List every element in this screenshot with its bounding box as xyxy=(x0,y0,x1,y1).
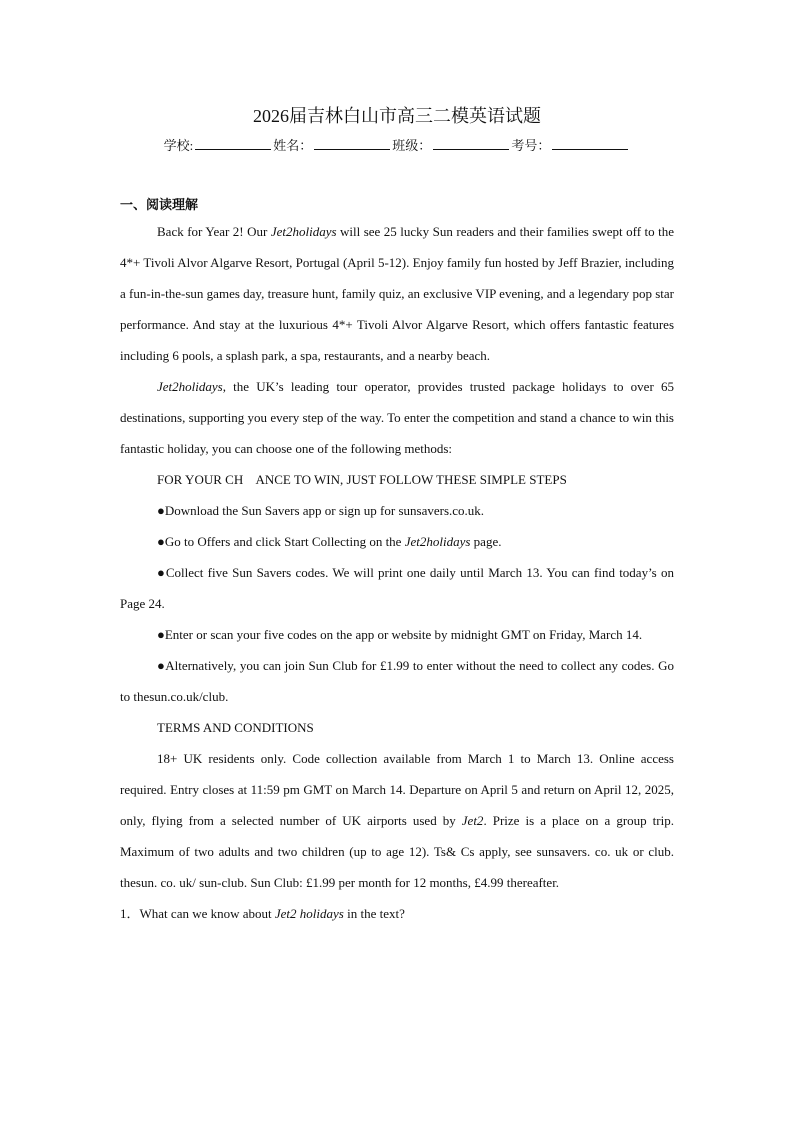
name-label: 姓名： xyxy=(273,138,313,153)
class-label: 班级： xyxy=(392,138,432,153)
paragraph-operator xyxy=(120,371,674,464)
paragraph-text: , the UK’s leading tour operator, provides trusted package holidays to over 65 destinations, supporting you every step of the way. To enter the competition and stand a chance to win this fantastic holiday, you can choose one of the following methods: xyxy=(120,379,674,456)
step-text: page. xyxy=(470,534,502,549)
paragraph-text: will see 25 lucky Sun readers and their families swept off to the 4*+ Tivoli Alvor Algarve Resort, Portugal (April 5-12). Enjoy family fun hosted by Jeff Brazier, including a fun-in-the-sun games day, treasure hunt, family quiz, an exclusive VIP evening, and a legendary pop star performance. And stay at the luxurious 4*+ Tivoli Alvor Algarve Resort, which offers fantastic features including 6 pools, a splash park, a spa, restaurants, and a nearby beach. xyxy=(120,224,674,363)
step-text: ●Go to Offers and click Start Collecting on the xyxy=(157,534,405,549)
question-number: 1． xyxy=(120,906,140,921)
question-1 xyxy=(120,898,674,929)
exam-title: 2026届吉林白山市高三二模英语试题 xyxy=(253,106,541,126)
terms-text: 18+ UK residents only. Code collection available from March 1 to March 13. Online access required. Entry closes at 11:59 pm GMT on March 14. Departure on April 5 and return on April 12, 2025, only, flying from a selected number of UK airports used by xyxy=(120,751,674,828)
section-heading-reading: 一、阅读理解 xyxy=(120,198,199,213)
exam-number-label: 考号： xyxy=(511,138,551,153)
paragraph-text: Back for Year 2! Our xyxy=(157,224,271,239)
step-item xyxy=(120,526,674,557)
paragraph-intro xyxy=(120,216,674,371)
brand-name: Jet2holidays xyxy=(404,534,471,549)
step-item: ●Download the Sun Savers app or sign up for sunsavers.co.uk. xyxy=(157,503,485,518)
step-item: ●Alternatively, you can join Sun Club for £1.99 to enter without the need to collect any codes. Go to thesun.co.uk/club. xyxy=(120,658,674,704)
step-item: ●Collect five Sun Savers codes. We will print one daily until March 13. You can find today’s on Page 24. xyxy=(120,565,674,611)
brand-name: Jet2holidays xyxy=(157,379,223,394)
school-label: 学校: xyxy=(163,138,194,153)
brand-name: Jet2 xyxy=(461,813,484,828)
class-blank[interactable] xyxy=(433,137,509,150)
brand-name: Jet2holidays xyxy=(270,224,337,239)
exam-page xyxy=(120,103,674,929)
question-text: What can we know about xyxy=(139,906,275,921)
name-blank[interactable] xyxy=(314,137,390,150)
student-info-line xyxy=(120,136,674,156)
exam-number-blank[interactable] xyxy=(552,137,628,150)
terms-paragraph xyxy=(120,743,674,898)
terms-text: . Prize is a place on a group trip. Maximum of two adults and two children (up to age 12). Ts& Cs apply, see sunsavers. co. uk or club. thesun. co. uk/ sun-club. Sun Club: £1.99 per month for 12 months, £4.99 thereafter. xyxy=(120,813,674,890)
brand-name: Jet2 holidays xyxy=(274,906,344,921)
question-text: in the text? xyxy=(343,906,405,921)
steps-heading: FOR YOUR CH ANCE TO WIN, JUST FOLLOW THESE SIMPLE STEPS xyxy=(157,472,567,487)
terms-heading: TERMS AND CONDITIONS xyxy=(157,720,314,735)
school-blank[interactable] xyxy=(195,137,271,150)
step-item: ●Enter or scan your five codes on the app or website by midnight GMT on Friday, March 14. xyxy=(157,627,643,642)
